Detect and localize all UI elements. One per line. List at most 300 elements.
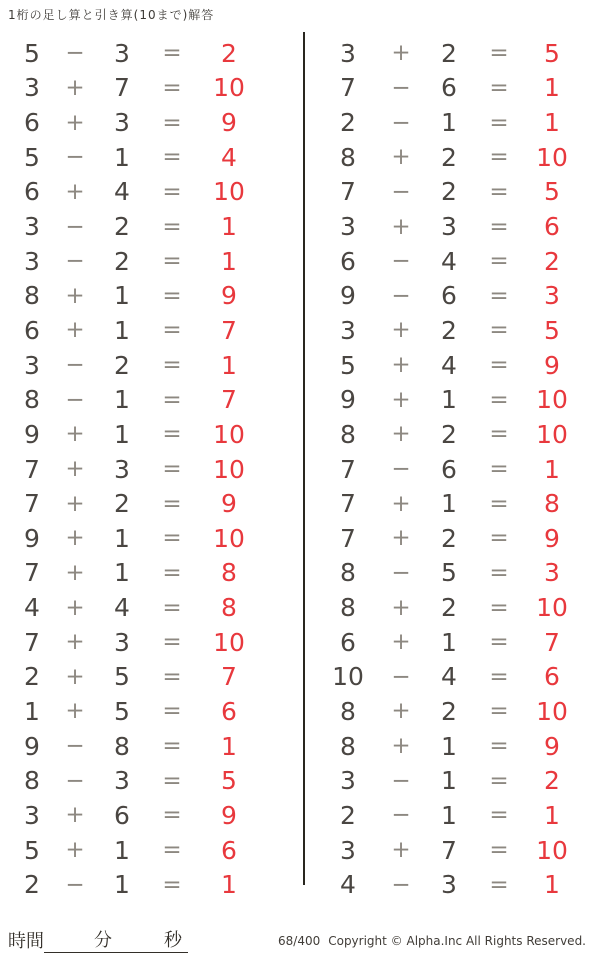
answer: 10 bbox=[213, 627, 245, 657]
answer: 7 bbox=[221, 385, 237, 415]
answer: 1 bbox=[544, 800, 560, 830]
equals-sign: = bbox=[162, 559, 182, 586]
problem-row bbox=[10, 556, 262, 591]
operand-2: 1 bbox=[114, 835, 130, 865]
equals-sign: = bbox=[489, 178, 509, 205]
problem-row bbox=[10, 209, 262, 244]
page-title: 1桁の足し算と引き算(10まで)解答 bbox=[8, 8, 215, 22]
operator: + bbox=[391, 525, 411, 552]
problem-row bbox=[316, 521, 582, 556]
operand-2: 2 bbox=[114, 350, 130, 380]
operand-2: 1 bbox=[114, 523, 130, 553]
answer: 9 bbox=[221, 800, 237, 830]
operand-2: 1 bbox=[114, 281, 130, 311]
operator: + bbox=[391, 213, 411, 240]
operand-1: 9 bbox=[24, 523, 40, 553]
time-label: 時間 bbox=[8, 931, 44, 952]
operand-2: 2 bbox=[441, 593, 457, 623]
answer: 1 bbox=[544, 454, 560, 484]
problem-row bbox=[10, 833, 262, 868]
equals-sign: = bbox=[489, 317, 509, 344]
equals-sign: = bbox=[162, 871, 182, 898]
operator: − bbox=[65, 352, 85, 379]
answer: 1 bbox=[544, 73, 560, 103]
equals-sign: = bbox=[162, 317, 182, 344]
operator: + bbox=[391, 352, 411, 379]
operand-2: 1 bbox=[441, 108, 457, 138]
operand-1: 3 bbox=[340, 315, 356, 345]
operand-1: 7 bbox=[340, 489, 356, 519]
operand-2: 1 bbox=[114, 419, 130, 449]
problem-row bbox=[316, 382, 582, 417]
answer: 2 bbox=[544, 246, 560, 276]
operator: − bbox=[391, 871, 411, 898]
equals-sign: = bbox=[162, 663, 182, 690]
operand-2: 1 bbox=[114, 385, 130, 415]
answer: 7 bbox=[544, 627, 560, 657]
operator: + bbox=[391, 629, 411, 656]
operand-1: 8 bbox=[340, 696, 356, 726]
equals-sign: = bbox=[489, 109, 509, 136]
operand-1: 7 bbox=[340, 73, 356, 103]
operand-1: 2 bbox=[340, 108, 356, 138]
answer: 10 bbox=[536, 696, 568, 726]
operator: + bbox=[65, 109, 85, 136]
operator: + bbox=[391, 421, 411, 448]
operand-1: 9 bbox=[24, 731, 40, 761]
operator: − bbox=[65, 248, 85, 275]
problem-row bbox=[10, 660, 262, 695]
equals-sign: = bbox=[489, 213, 509, 240]
equals-sign: = bbox=[489, 386, 509, 413]
answer: 6 bbox=[221, 835, 237, 865]
operand-1: 3 bbox=[340, 835, 356, 865]
operand-1: 8 bbox=[340, 142, 356, 172]
equals-sign: = bbox=[162, 802, 182, 829]
operand-2: 6 bbox=[441, 454, 457, 484]
problem-row bbox=[316, 348, 582, 383]
equals-sign: = bbox=[162, 109, 182, 136]
problem-row bbox=[316, 36, 582, 71]
equals-sign: = bbox=[489, 40, 509, 67]
operator: + bbox=[391, 698, 411, 725]
problem-row bbox=[10, 452, 262, 487]
answer: 5 bbox=[544, 38, 560, 68]
operand-2: 3 bbox=[441, 212, 457, 242]
operand-2: 1 bbox=[114, 315, 130, 345]
operand-1: 3 bbox=[340, 212, 356, 242]
operand-2: 5 bbox=[441, 558, 457, 588]
problem-row bbox=[316, 694, 582, 729]
problem-row bbox=[10, 36, 262, 71]
operator: − bbox=[65, 733, 85, 760]
problem-row bbox=[316, 140, 582, 175]
operator: − bbox=[391, 248, 411, 275]
time-blank-line bbox=[44, 927, 188, 953]
operand-1: 3 bbox=[340, 38, 356, 68]
operator: − bbox=[391, 282, 411, 309]
answer: 9 bbox=[544, 350, 560, 380]
equals-sign: = bbox=[489, 733, 509, 760]
operand-1: 7 bbox=[340, 523, 356, 553]
operand-2: 2 bbox=[441, 419, 457, 449]
operand-1: 6 bbox=[24, 108, 40, 138]
operand-1: 7 bbox=[24, 627, 40, 657]
equals-sign: = bbox=[489, 144, 509, 171]
equals-sign: = bbox=[162, 352, 182, 379]
answer: 10 bbox=[536, 142, 568, 172]
equals-sign: = bbox=[489, 74, 509, 101]
operand-2: 3 bbox=[441, 870, 457, 900]
problem-row bbox=[316, 798, 582, 833]
operand-2: 7 bbox=[114, 73, 130, 103]
problem-row bbox=[316, 867, 582, 902]
operand-1: 8 bbox=[24, 281, 40, 311]
problem-row bbox=[10, 521, 262, 556]
problem-row bbox=[10, 348, 262, 383]
operand-2: 2 bbox=[441, 38, 457, 68]
answer: 4 bbox=[221, 142, 237, 172]
operand-2: 1 bbox=[114, 558, 130, 588]
operand-1: 7 bbox=[24, 558, 40, 588]
problem-row bbox=[10, 867, 262, 902]
answer: 8 bbox=[221, 558, 237, 588]
operand-2: 8 bbox=[114, 731, 130, 761]
operand-1: 9 bbox=[24, 419, 40, 449]
operand-1: 7 bbox=[340, 454, 356, 484]
operand-2: 1 bbox=[441, 489, 457, 519]
operator: + bbox=[65, 317, 85, 344]
operator: − bbox=[391, 456, 411, 482]
column-divider bbox=[303, 32, 305, 885]
operand-1: 3 bbox=[24, 73, 40, 103]
problem-row bbox=[10, 486, 262, 521]
problem-row bbox=[316, 486, 582, 521]
equals-sign: = bbox=[162, 698, 182, 725]
operator: + bbox=[65, 802, 85, 829]
problem-row bbox=[316, 71, 582, 106]
operand-2: 4 bbox=[114, 177, 130, 207]
equals-sign: = bbox=[162, 178, 182, 205]
operand-1: 6 bbox=[340, 246, 356, 276]
operand-2: 2 bbox=[441, 523, 457, 553]
equals-sign: = bbox=[162, 594, 182, 621]
operator: − bbox=[391, 109, 411, 136]
operand-2: 6 bbox=[441, 73, 457, 103]
problem-row bbox=[10, 694, 262, 729]
operand-2: 3 bbox=[114, 627, 130, 657]
time-entry-area bbox=[8, 927, 188, 953]
problem-row bbox=[10, 244, 262, 279]
page-number: 68/400 bbox=[278, 934, 321, 948]
equals-sign: = bbox=[162, 456, 182, 482]
problem-row bbox=[316, 452, 582, 487]
answer: 2 bbox=[544, 766, 560, 796]
equals-sign: = bbox=[162, 733, 182, 760]
operand-1: 6 bbox=[24, 177, 40, 207]
copyright-text: Copyright © Alpha.Inc All Rights Reserved. bbox=[328, 934, 586, 948]
equals-sign: = bbox=[162, 40, 182, 67]
answer: 6 bbox=[221, 696, 237, 726]
operator: + bbox=[391, 837, 411, 864]
answer: 5 bbox=[544, 315, 560, 345]
operator: + bbox=[65, 421, 85, 448]
operator: + bbox=[391, 317, 411, 344]
operator: − bbox=[391, 767, 411, 794]
operand-1: 5 bbox=[24, 142, 40, 172]
problem-row bbox=[316, 313, 582, 348]
operand-2: 2 bbox=[441, 177, 457, 207]
problems-column-left bbox=[10, 36, 262, 902]
answer: 10 bbox=[536, 385, 568, 415]
problem-row bbox=[316, 417, 582, 452]
operand-1: 8 bbox=[340, 558, 356, 588]
equals-sign: = bbox=[489, 456, 509, 482]
operator: − bbox=[391, 74, 411, 101]
operand-1: 5 bbox=[24, 38, 40, 68]
equals-sign: = bbox=[162, 421, 182, 448]
operand-1: 3 bbox=[24, 246, 40, 276]
operand-1: 8 bbox=[24, 766, 40, 796]
operator: − bbox=[65, 144, 85, 171]
problem-row bbox=[10, 71, 262, 106]
answer: 6 bbox=[544, 212, 560, 242]
operand-2: 7 bbox=[441, 835, 457, 865]
operator: + bbox=[391, 144, 411, 171]
problem-row bbox=[316, 833, 582, 868]
equals-sign: = bbox=[489, 871, 509, 898]
operator: + bbox=[391, 490, 411, 517]
operand-2: 5 bbox=[114, 662, 130, 692]
operand-1: 7 bbox=[24, 454, 40, 484]
equals-sign: = bbox=[489, 594, 509, 621]
equals-sign: = bbox=[489, 352, 509, 379]
operator: − bbox=[65, 386, 85, 413]
operand-1: 7 bbox=[340, 177, 356, 207]
problem-row bbox=[316, 660, 582, 695]
operand-1: 5 bbox=[340, 350, 356, 380]
problem-row bbox=[10, 729, 262, 764]
minutes-label: 分 bbox=[94, 930, 112, 951]
answer: 1 bbox=[221, 350, 237, 380]
operand-1: 8 bbox=[340, 419, 356, 449]
equals-sign: = bbox=[489, 525, 509, 552]
operand-2: 2 bbox=[114, 489, 130, 519]
footer-copyright bbox=[278, 934, 586, 948]
problem-row bbox=[316, 278, 582, 313]
problem-row bbox=[316, 209, 582, 244]
answer: 7 bbox=[221, 662, 237, 692]
equals-sign: = bbox=[489, 802, 509, 829]
operator: + bbox=[65, 837, 85, 864]
operand-2: 2 bbox=[114, 246, 130, 276]
operand-2: 6 bbox=[441, 281, 457, 311]
problems-column-right bbox=[316, 36, 582, 902]
operand-1: 8 bbox=[24, 385, 40, 415]
operand-2: 3 bbox=[114, 454, 130, 484]
answer: 10 bbox=[536, 593, 568, 623]
equals-sign: = bbox=[162, 248, 182, 275]
operand-1: 6 bbox=[24, 315, 40, 345]
problem-row bbox=[316, 729, 582, 764]
answer: 1 bbox=[544, 108, 560, 138]
operand-2: 2 bbox=[114, 212, 130, 242]
answer: 10 bbox=[213, 177, 245, 207]
answer: 2 bbox=[221, 38, 237, 68]
operand-1: 9 bbox=[340, 385, 356, 415]
equals-sign: = bbox=[162, 525, 182, 552]
operand-2: 3 bbox=[114, 108, 130, 138]
problem-row bbox=[316, 625, 582, 660]
operand-1: 4 bbox=[340, 870, 356, 900]
equals-sign: = bbox=[489, 663, 509, 690]
operand-1: 8 bbox=[340, 731, 356, 761]
operand-2: 1 bbox=[114, 142, 130, 172]
answer: 10 bbox=[213, 523, 245, 553]
operator: + bbox=[65, 456, 85, 482]
operator: − bbox=[391, 802, 411, 829]
answer: 7 bbox=[221, 315, 237, 345]
operator: − bbox=[391, 178, 411, 205]
equals-sign: = bbox=[489, 490, 509, 517]
operand-2: 4 bbox=[441, 246, 457, 276]
operand-1: 4 bbox=[24, 593, 40, 623]
operand-1: 3 bbox=[24, 212, 40, 242]
operator: + bbox=[391, 733, 411, 760]
problem-row bbox=[316, 556, 582, 591]
equals-sign: = bbox=[162, 837, 182, 864]
operator: + bbox=[65, 178, 85, 205]
problem-row bbox=[10, 798, 262, 833]
problem-row bbox=[316, 590, 582, 625]
operand-2: 5 bbox=[114, 696, 130, 726]
answer: 1 bbox=[221, 212, 237, 242]
operator: − bbox=[65, 871, 85, 898]
answer: 10 bbox=[536, 419, 568, 449]
operand-1: 2 bbox=[24, 662, 40, 692]
operand-1: 9 bbox=[340, 281, 356, 311]
operand-2: 4 bbox=[114, 593, 130, 623]
operand-2: 2 bbox=[441, 142, 457, 172]
operator: + bbox=[65, 698, 85, 725]
answer: 1 bbox=[221, 731, 237, 761]
answer: 6 bbox=[544, 662, 560, 692]
operand-2: 1 bbox=[441, 766, 457, 796]
answer: 9 bbox=[544, 523, 560, 553]
answer: 10 bbox=[213, 454, 245, 484]
operand-1: 5 bbox=[24, 835, 40, 865]
problem-row bbox=[10, 590, 262, 625]
equals-sign: = bbox=[489, 282, 509, 309]
operand-2: 1 bbox=[114, 870, 130, 900]
equals-sign: = bbox=[162, 144, 182, 171]
equals-sign: = bbox=[489, 698, 509, 725]
operator: + bbox=[65, 74, 85, 101]
problem-row bbox=[316, 763, 582, 798]
problem-row bbox=[10, 175, 262, 210]
operator: − bbox=[65, 40, 85, 67]
equals-sign: = bbox=[489, 629, 509, 656]
operand-1: 3 bbox=[24, 800, 40, 830]
answer: 8 bbox=[221, 593, 237, 623]
operand-1: 8 bbox=[340, 593, 356, 623]
problem-row bbox=[10, 140, 262, 175]
equals-sign: = bbox=[162, 282, 182, 309]
equals-sign: = bbox=[489, 248, 509, 275]
operator: + bbox=[391, 386, 411, 413]
operator: + bbox=[391, 594, 411, 621]
operand-1: 10 bbox=[332, 662, 364, 692]
problem-row bbox=[10, 417, 262, 452]
operand-1: 6 bbox=[340, 627, 356, 657]
operator: + bbox=[65, 559, 85, 586]
operand-1: 2 bbox=[340, 800, 356, 830]
operand-2: 6 bbox=[114, 800, 130, 830]
answer: 1 bbox=[221, 246, 237, 276]
problem-row bbox=[316, 105, 582, 140]
answer: 3 bbox=[544, 558, 560, 588]
answer: 10 bbox=[536, 835, 568, 865]
equals-sign: = bbox=[162, 767, 182, 794]
equals-sign: = bbox=[489, 421, 509, 448]
operand-2: 1 bbox=[441, 731, 457, 761]
operator: − bbox=[65, 767, 85, 794]
answer: 9 bbox=[221, 281, 237, 311]
answer: 9 bbox=[221, 108, 237, 138]
answer: 8 bbox=[544, 489, 560, 519]
problem-row bbox=[316, 244, 582, 279]
operator: − bbox=[65, 213, 85, 240]
operator: − bbox=[391, 559, 411, 586]
problem-row bbox=[10, 625, 262, 660]
equals-sign: = bbox=[489, 559, 509, 586]
answer: 1 bbox=[544, 870, 560, 900]
equals-sign: = bbox=[162, 386, 182, 413]
operator: + bbox=[65, 629, 85, 656]
equals-sign: = bbox=[162, 490, 182, 517]
answer: 9 bbox=[221, 489, 237, 519]
operand-1: 1 bbox=[24, 696, 40, 726]
problem-row bbox=[10, 278, 262, 313]
operand-1: 3 bbox=[24, 350, 40, 380]
problem-row bbox=[10, 382, 262, 417]
operand-2: 3 bbox=[114, 38, 130, 68]
equals-sign: = bbox=[489, 837, 509, 864]
operand-2: 1 bbox=[441, 800, 457, 830]
answer: 5 bbox=[544, 177, 560, 207]
operator: − bbox=[391, 663, 411, 690]
problem-row bbox=[10, 763, 262, 798]
operator: + bbox=[65, 525, 85, 552]
answer: 5 bbox=[221, 766, 237, 796]
answer: 10 bbox=[213, 73, 245, 103]
operator: + bbox=[391, 40, 411, 67]
problem-row bbox=[316, 175, 582, 210]
operand-2: 4 bbox=[441, 350, 457, 380]
operator: + bbox=[65, 594, 85, 621]
equals-sign: = bbox=[162, 74, 182, 101]
operand-2: 2 bbox=[441, 315, 457, 345]
operand-1: 7 bbox=[24, 489, 40, 519]
answer: 1 bbox=[221, 870, 237, 900]
operand-2: 4 bbox=[441, 662, 457, 692]
operand-2: 1 bbox=[441, 385, 457, 415]
operator: + bbox=[65, 663, 85, 690]
operand-1: 2 bbox=[24, 870, 40, 900]
answer: 10 bbox=[213, 419, 245, 449]
operator: + bbox=[65, 282, 85, 309]
operand-1: 3 bbox=[340, 766, 356, 796]
